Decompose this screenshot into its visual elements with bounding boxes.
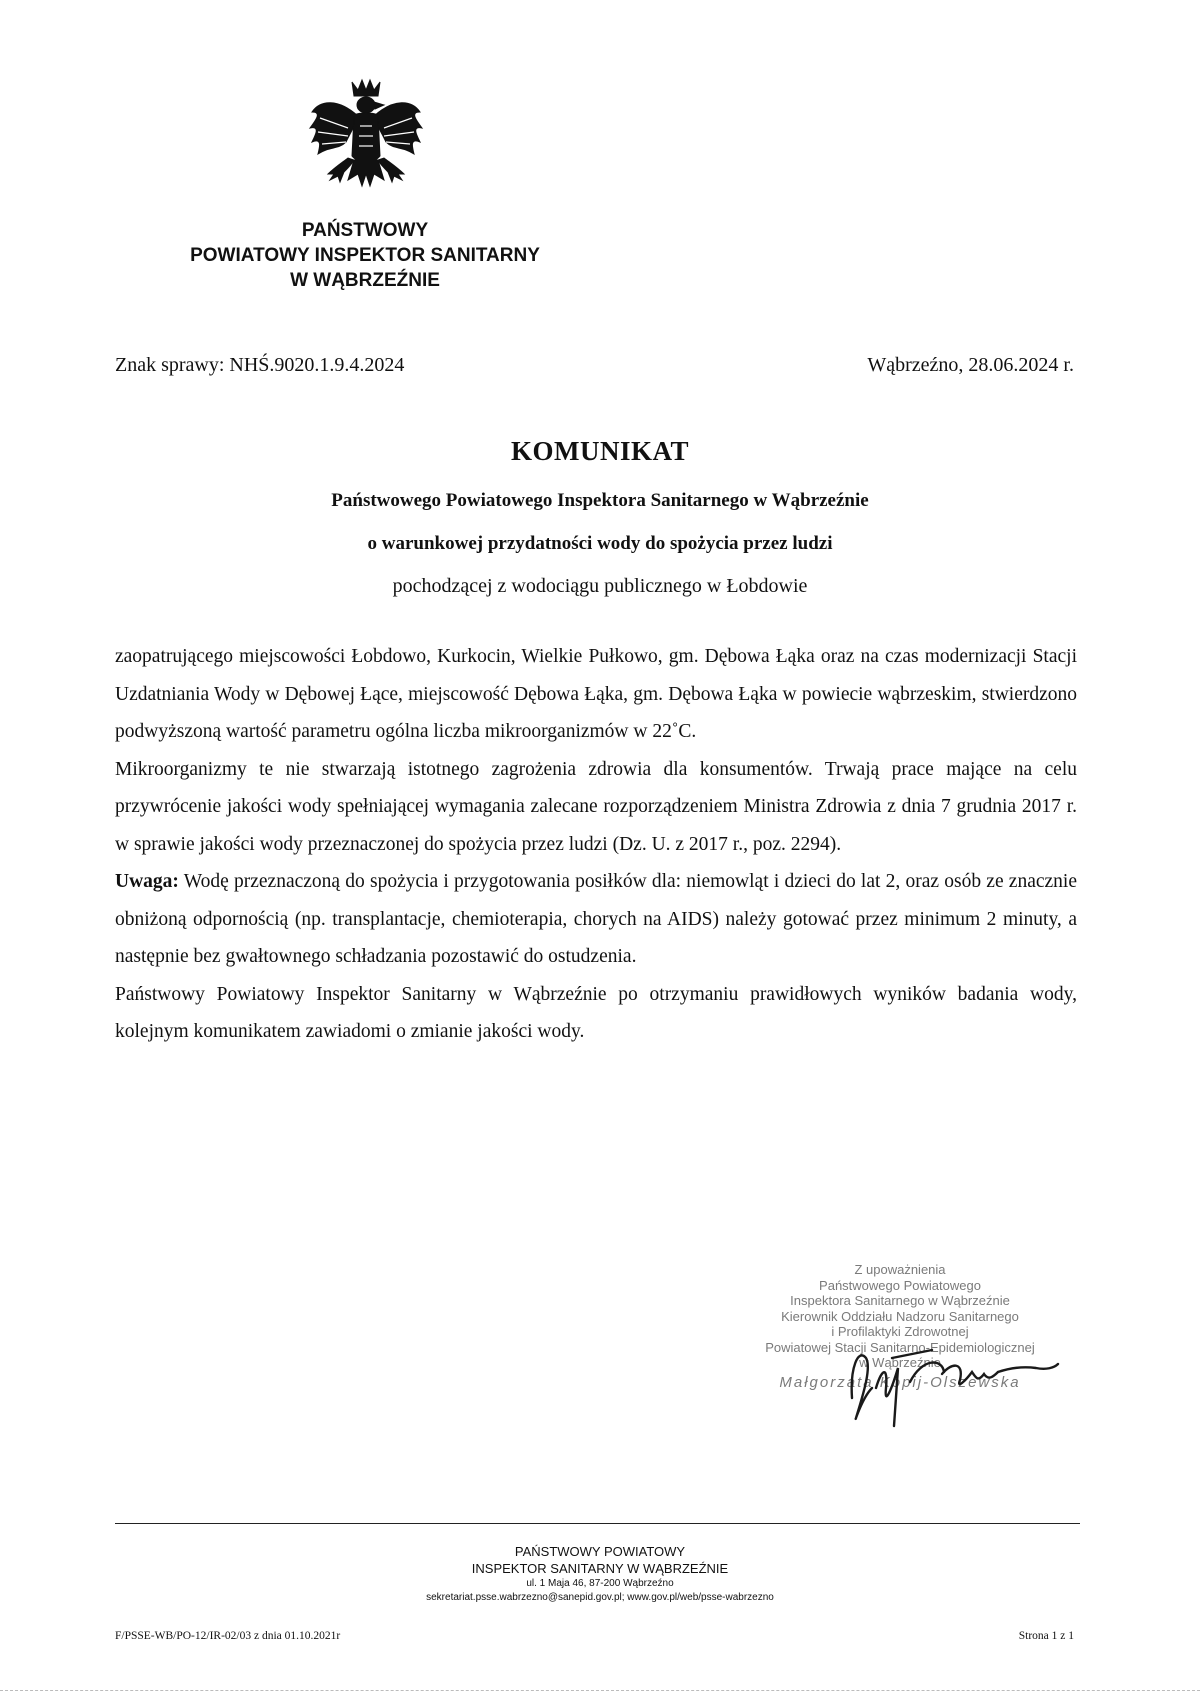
document-body xyxy=(115,638,1077,1051)
subtitle-subject: o warunkowej przydatności wody do spożycia przez ludzi xyxy=(367,533,833,554)
stamp-line: Kierownik Oddziału Nadzoru Sanitarnego xyxy=(781,1308,1019,1324)
stamp-line: Inspektora Sanitarnego w Wąbrzeźnie xyxy=(790,1293,1010,1308)
footer-contact xyxy=(0,1543,1200,1605)
stamp-line: w Wąbrzeźnie xyxy=(859,1355,941,1370)
body-paragraph-3 xyxy=(115,863,1077,976)
footer-line-2: INSPEKTOR SANITARNY W WĄBRZEŹNIE xyxy=(471,1561,729,1576)
issuer-header xyxy=(140,218,590,293)
form-code: F/PSSE-WB/PO-12/IR-02/03 z dnia 01.10.2021r xyxy=(115,1630,341,1642)
subtitle-issuer: Państwowego Powiatowego Inspektora Sanitarnego w Wąbrzeźnie xyxy=(331,490,869,511)
issuer-line-3: W WĄBRZEŹNIE xyxy=(290,270,440,291)
place-and-date: Wąbrzeźno, 28.06.2024 r. xyxy=(867,354,1074,376)
stamp-line: i Profilaktyki Zdrowotnej xyxy=(831,1324,969,1339)
warning-text: Wodę przeznaczoną do spożycia i przygotowania posiłków dla: niemowląt i dzieci do lat 2, oraz osób ze znacznie obniżoną odpornością (np. transplantacje, chemioterapia, chorych na AIDS) należy gotować przez minimum 2 minuty, a następnie bez gwałtownego schładzania pozostawić do ostudzenia. xyxy=(115,871,1077,967)
footer-email-web: sekretariat.psse.wabrzezno@sanepid.gov.pl; www.gov.pl/web/psse-wabrzezno xyxy=(426,1592,774,1603)
stamp-line: Z upoważnienia xyxy=(854,1262,946,1277)
stamp-line: Państwowego Powiatowego xyxy=(819,1277,981,1293)
footer-line-1: PAŃSTWOWY POWIATOWY xyxy=(514,1544,686,1559)
handwritten-signature xyxy=(832,1328,1062,1428)
issuer-line-2: POWIATOWY INSPEKTOR SANITARNY xyxy=(190,245,540,266)
page-number: Strona 1 z 1 xyxy=(1018,1630,1074,1642)
warning-label: Uwaga: xyxy=(115,871,179,892)
subtitle-source: pochodzącej z wodociągu publicznego w Łobdowie xyxy=(392,575,808,597)
footer-address: ul. 1 Maja 46, 87-200 Wąbrzeźno xyxy=(526,1578,674,1589)
polish-eagle-emblem-icon xyxy=(308,76,424,204)
body-paragraph-2: Mikroorganizmy te nie stwarzają istotnego zagrożenia zdrowia dla konsumentów. Trwają prace mające na celu przywrócenie jakości wody spełniającej wymagania zalecane rozporządzeniem Ministra Zdrowia z dnia 7 grudnia 2017 r. w sprawie jakości wody przeznaczonej do spożycia przez ludzi (Dz. U. z 2017 r., poz. 2294). xyxy=(115,758,1077,855)
stamp-signatory-name: Małgorzata Kopij-Olszewska xyxy=(779,1373,1021,1391)
case-reference: Znak sprawy: NHŚ.9020.1.9.4.2024 xyxy=(115,354,405,376)
scan-edge xyxy=(0,1690,1200,1691)
stamp-line: Powiatowej Stacji Sanitarno-Epidemiologicznej xyxy=(765,1339,1035,1355)
footer-divider xyxy=(115,1523,1080,1524)
document-title: KOMUNIKAT xyxy=(511,436,689,466)
issuer-line-1: PAŃSTWOWY xyxy=(301,220,429,241)
body-paragraph-1: zaopatrującego miejscowości Łobdowo, Kurkocin, Wielkie Pułkowo, gm. Dębowa Łąka oraz na czas modernizacji Stacji Uzdatniania Wody w Dębowej Łące, miejscowość Dębowa Łąka, gm. Dębowa Łąka w powiecie wąbrzeskim, stwierdzono podwyższoną wartość parametru ogólna liczba mikroorganizmów w 22˚C. xyxy=(115,646,1077,742)
body-paragraph-4: Państwowy Powiatowy Inspektor Sanitarny w Wąbrzeźnie po otrzymaniu prawidłowych wyników badania wody, kolejnym komunikatem zawiadomi o zmianie jakości wody. xyxy=(115,983,1077,1042)
